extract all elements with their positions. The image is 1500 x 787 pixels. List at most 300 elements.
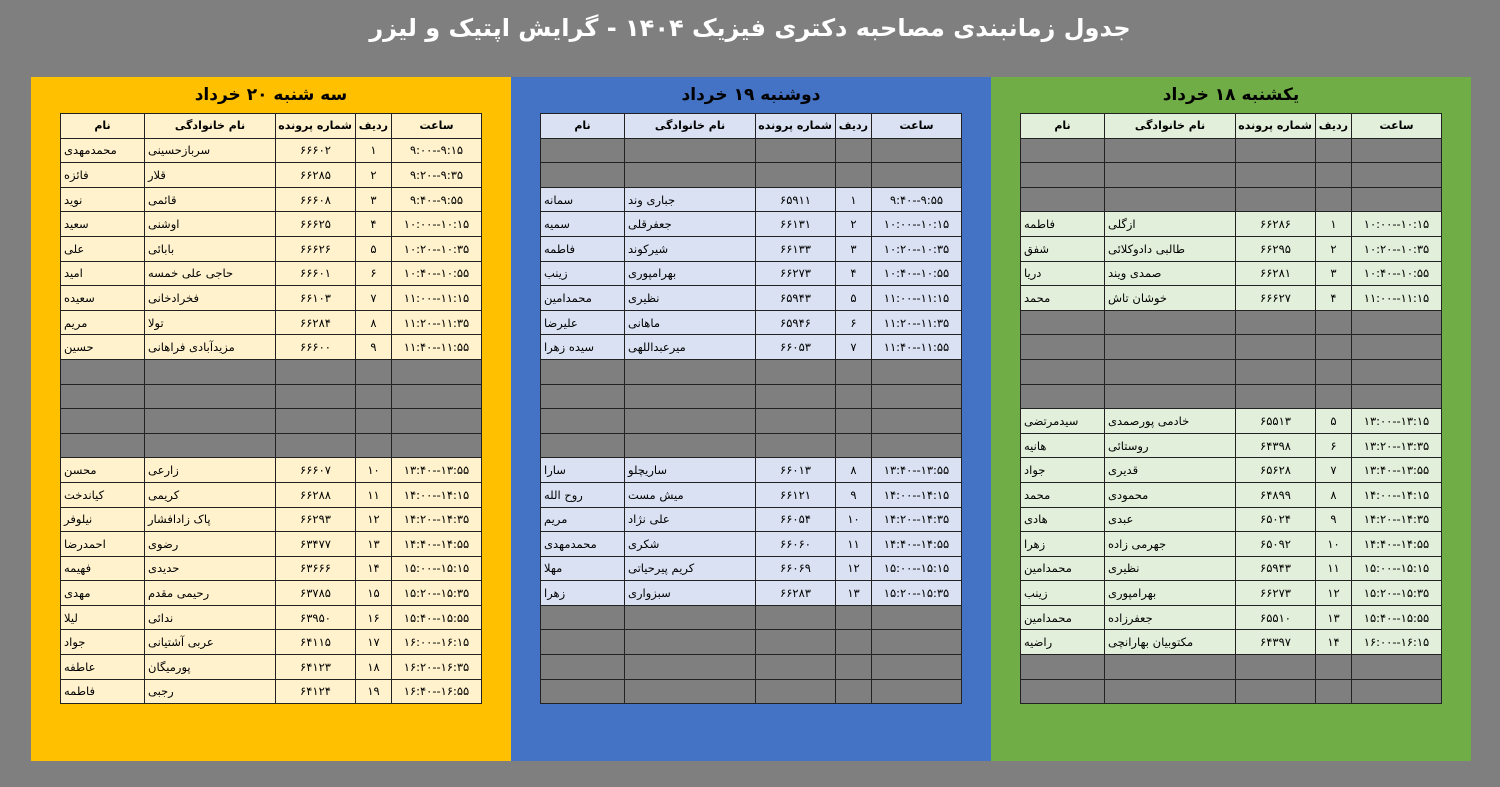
- table-row: [541, 261, 962, 286]
- cell-name: محمدامین: [541, 286, 625, 311]
- empty-cell: [541, 138, 625, 163]
- cell-name: فائزه: [61, 163, 145, 188]
- empty-row: [1021, 655, 1442, 680]
- cell-row: ۱۷: [356, 630, 392, 655]
- cell-family: عبدی: [1105, 507, 1236, 532]
- cell-time: ۱۰:۰۰--۱۰:۱۵: [392, 212, 482, 237]
- empty-cell: [392, 384, 482, 409]
- empty-cell: [1352, 359, 1442, 384]
- cell-name: دریا: [1021, 261, 1105, 286]
- empty-cell: [836, 433, 872, 458]
- empty-cell: [61, 384, 145, 409]
- cell-family: روستائی: [1105, 433, 1236, 458]
- empty-cell: [625, 163, 756, 188]
- schedule-table: [1020, 113, 1442, 704]
- cell-file: ۶۵۵۱۰: [1236, 605, 1316, 630]
- empty-cell: [356, 409, 392, 434]
- cell-file: ۶۶۲۸۱: [1236, 261, 1316, 286]
- empty-cell: [756, 138, 836, 163]
- empty-cell: [756, 433, 836, 458]
- empty-cell: [1105, 163, 1236, 188]
- table-header: [61, 114, 482, 139]
- column-header-name: نام: [61, 114, 145, 139]
- cell-row: ۱۲: [1316, 581, 1352, 606]
- table-row: [541, 458, 962, 483]
- table-row: [541, 556, 962, 581]
- cell-row: ۱۰: [356, 458, 392, 483]
- cell-file: ۶۳۷۸۵: [276, 581, 356, 606]
- empty-cell: [1021, 655, 1105, 680]
- panel-title: دوشنبه ۱۹ خرداد: [681, 85, 821, 105]
- empty-cell: [1021, 310, 1105, 335]
- cell-time: ۱۴:۴۰--۱۴:۵۵: [872, 532, 962, 557]
- cell-time: ۱۱:۰۰--۱۱:۱۵: [392, 286, 482, 311]
- empty-cell: [1021, 359, 1105, 384]
- cell-row: ۴: [836, 261, 872, 286]
- cell-name: عاطفه: [61, 655, 145, 680]
- cell-family: جعفرقلی: [625, 212, 756, 237]
- cell-family: نظیری: [1105, 556, 1236, 581]
- empty-row: [541, 679, 962, 704]
- empty-cell: [872, 409, 962, 434]
- cell-time: ۱۳:۴۰--۱۳:۵۵: [872, 458, 962, 483]
- cell-time: ۱۱:۲۰--۱۱:۳۵: [392, 310, 482, 335]
- cell-row: ۷: [356, 286, 392, 311]
- cell-file: ۶۶۶۰۷: [276, 458, 356, 483]
- cell-family: قلار: [145, 163, 276, 188]
- table-row: [1021, 409, 1442, 434]
- empty-cell: [541, 655, 625, 680]
- empty-cell: [756, 605, 836, 630]
- table-row: [1021, 261, 1442, 286]
- empty-cell: [1236, 187, 1316, 212]
- cell-time: ۱۴:۴۰--۱۴:۵۵: [392, 532, 482, 557]
- empty-cell: [836, 384, 872, 409]
- empty-row: [61, 433, 482, 458]
- empty-cell: [1352, 679, 1442, 704]
- table-row: [1021, 507, 1442, 532]
- empty-row: [541, 138, 962, 163]
- table-row: [1021, 630, 1442, 655]
- empty-row: [541, 655, 962, 680]
- empty-row: [1021, 138, 1442, 163]
- cell-file: ۶۶۰۶۰: [756, 532, 836, 557]
- empty-cell: [1352, 310, 1442, 335]
- column-header-file: شماره پرونده: [276, 114, 356, 139]
- cell-family: میرعبداللهی: [625, 335, 756, 360]
- table-header: [541, 114, 962, 139]
- cell-file: ۶۶۶۲۷: [1236, 286, 1316, 311]
- empty-cell: [145, 433, 276, 458]
- empty-cell: [872, 605, 962, 630]
- table-row: [1021, 482, 1442, 507]
- cell-family: جعفرزاده: [1105, 605, 1236, 630]
- panel-tuesday: [31, 77, 511, 761]
- cell-row: ۵: [356, 236, 392, 261]
- empty-row: [541, 384, 962, 409]
- empty-cell: [836, 630, 872, 655]
- empty-cell: [872, 384, 962, 409]
- cell-row: ۱۲: [356, 507, 392, 532]
- cell-file: ۶۶۲۸۵: [276, 163, 356, 188]
- empty-row: [1021, 679, 1442, 704]
- column-header-time: ساعت: [392, 114, 482, 139]
- cell-time: ۱۳:۰۰--۱۳:۱۵: [1352, 409, 1442, 434]
- cell-row: ۸: [356, 310, 392, 335]
- page-title: جدول زمانبندی مصاحبه دکتری فیزیک ۱۴۰۴ - گرایش اپتیک و لیزر: [369, 14, 1131, 42]
- cell-time: ۱۵:۲۰--۱۵:۳۵: [872, 581, 962, 606]
- cell-name: زینب: [541, 261, 625, 286]
- cell-family: ساریچلو: [625, 458, 756, 483]
- cell-time: ۱۴:۲۰--۱۴:۳۵: [872, 507, 962, 532]
- cell-file: ۶۶۲۸۴: [276, 310, 356, 335]
- cell-row: ۱۱: [836, 532, 872, 557]
- cell-name: امید: [61, 261, 145, 286]
- cell-name: سمیه: [541, 212, 625, 237]
- table-row: [541, 212, 962, 237]
- cell-time: ۱۵:۰۰--۱۵:۱۵: [1352, 556, 1442, 581]
- cell-file: ۶۳۴۷۷: [276, 532, 356, 557]
- cell-time: ۱۵:۲۰--۱۵:۳۵: [392, 581, 482, 606]
- cell-file: ۶۶۰۶۹: [756, 556, 836, 581]
- cell-file: ۶۳۹۵۰: [276, 605, 356, 630]
- cell-row: ۱۸: [356, 655, 392, 680]
- table-header: [1021, 114, 1442, 139]
- empty-cell: [1105, 187, 1236, 212]
- empty-cell: [625, 409, 756, 434]
- cell-row: ۱۶: [356, 605, 392, 630]
- cell-row: ۱۵: [356, 581, 392, 606]
- empty-cell: [145, 409, 276, 434]
- empty-cell: [1021, 335, 1105, 360]
- empty-cell: [356, 359, 392, 384]
- table-row: [61, 261, 482, 286]
- cell-name: لیلا: [61, 605, 145, 630]
- empty-cell: [1021, 163, 1105, 188]
- cell-row: ۶: [836, 310, 872, 335]
- cell-row: ۷: [836, 335, 872, 360]
- cell-time: ۱۰:۴۰--۱۰:۵۵: [1352, 261, 1442, 286]
- empty-cell: [61, 433, 145, 458]
- cell-family: جهرمی زاده: [1105, 532, 1236, 557]
- cell-time: ۱۱:۰۰--۱۱:۱۵: [1352, 286, 1442, 311]
- cell-row: ۱: [356, 138, 392, 163]
- empty-row: [61, 384, 482, 409]
- empty-cell: [756, 359, 836, 384]
- empty-row: [541, 433, 962, 458]
- cell-family: سبزواری: [625, 581, 756, 606]
- cell-row: ۱۲: [836, 556, 872, 581]
- table-row: [61, 532, 482, 557]
- empty-cell: [61, 409, 145, 434]
- cell-family: مزیدآبادی فراهانی: [145, 335, 276, 360]
- column-header-row: ردیف: [836, 114, 872, 139]
- cell-file: ۶۵۹۱۱: [756, 187, 836, 212]
- table-row: [61, 482, 482, 507]
- cell-name: جواد: [61, 630, 145, 655]
- cell-family: فخرادخانی: [145, 286, 276, 311]
- empty-cell: [872, 163, 962, 188]
- empty-cell: [625, 384, 756, 409]
- cell-time: ۱۴:۴۰--۱۴:۵۵: [1352, 532, 1442, 557]
- empty-cell: [541, 163, 625, 188]
- cell-name: محسن: [61, 458, 145, 483]
- cell-name: زینب: [1021, 581, 1105, 606]
- cell-row: ۶: [356, 261, 392, 286]
- cell-row: ۱۳: [356, 532, 392, 557]
- empty-cell: [1316, 187, 1352, 212]
- cell-name: محمدمهدی: [541, 532, 625, 557]
- cell-name: مهلا: [541, 556, 625, 581]
- table-row: [61, 507, 482, 532]
- cell-name: شفق: [1021, 236, 1105, 261]
- cell-row: ۷: [1316, 458, 1352, 483]
- cell-file: ۶۶۶۲۶: [276, 236, 356, 261]
- cell-time: ۱۶:۲۰--۱۶:۳۵: [392, 655, 482, 680]
- table-row: [61, 556, 482, 581]
- cell-time: ۹:۰۰--۹:۱۵: [392, 138, 482, 163]
- cell-time: ۱۴:۲۰--۱۴:۳۵: [392, 507, 482, 532]
- empty-cell: [1236, 335, 1316, 360]
- cell-time: ۱۳:۴۰--۱۳:۵۵: [392, 458, 482, 483]
- table-row: [1021, 532, 1442, 557]
- cell-name: جواد: [1021, 458, 1105, 483]
- table-row: [541, 532, 962, 557]
- empty-cell: [625, 138, 756, 163]
- empty-cell: [1021, 384, 1105, 409]
- cell-file: ۶۶۰۱۳: [756, 458, 836, 483]
- cell-name: سارا: [541, 458, 625, 483]
- cell-row: ۹: [1316, 507, 1352, 532]
- cell-file: ۶۶۰۵۴: [756, 507, 836, 532]
- cell-file: ۶۶۲۸۶: [1236, 212, 1316, 237]
- empty-cell: [872, 630, 962, 655]
- cell-family: اوشنی: [145, 212, 276, 237]
- cell-name: سیده زهرا: [541, 335, 625, 360]
- empty-row: [541, 630, 962, 655]
- cell-row: ۸: [1316, 482, 1352, 507]
- cell-file: ۶۶۱۳۳: [756, 236, 836, 261]
- cell-row: ۶: [1316, 433, 1352, 458]
- cell-time: ۱۱:۴۰--۱۱:۵۵: [392, 335, 482, 360]
- cell-time: ۱۰:۰۰--۱۰:۱۵: [1352, 212, 1442, 237]
- empty-cell: [1105, 335, 1236, 360]
- cell-family: سربازحسینی: [145, 138, 276, 163]
- cell-file: ۶۶۱۰۳: [276, 286, 356, 311]
- column-header-family: نام خانوادگی: [145, 114, 276, 139]
- table-row: [1021, 433, 1442, 458]
- empty-cell: [756, 163, 836, 188]
- cell-file: ۶۶۶۰۱: [276, 261, 356, 286]
- cell-family: قائمی: [145, 187, 276, 212]
- cell-file: ۶۶۲۸۳: [756, 581, 836, 606]
- cell-file: ۶۶۶۰۸: [276, 187, 356, 212]
- cell-row: ۱۰: [836, 507, 872, 532]
- cell-name: محمدامین: [1021, 605, 1105, 630]
- column-header-file: شماره پرونده: [1236, 114, 1316, 139]
- cell-name: مریم: [61, 310, 145, 335]
- cell-time: ۱۳:۲۰--۱۳:۳۵: [1352, 433, 1442, 458]
- cell-name: هادی: [1021, 507, 1105, 532]
- table-row: [61, 212, 482, 237]
- cell-time: ۱۰:۴۰--۱۰:۵۵: [872, 261, 962, 286]
- cell-family: جباری وند: [625, 187, 756, 212]
- cell-time: ۱۴:۰۰--۱۴:۱۵: [1352, 482, 1442, 507]
- cell-row: ۱: [836, 187, 872, 212]
- cell-file: ۶۴۱۱۵: [276, 630, 356, 655]
- empty-cell: [145, 359, 276, 384]
- empty-cell: [145, 384, 276, 409]
- empty-cell: [276, 384, 356, 409]
- schedule-table: [60, 113, 482, 704]
- empty-cell: [625, 433, 756, 458]
- table-row: [1021, 236, 1442, 261]
- empty-cell: [756, 655, 836, 680]
- cell-time: ۱۱:۲۰--۱۱:۳۵: [872, 310, 962, 335]
- empty-cell: [836, 409, 872, 434]
- empty-cell: [1105, 138, 1236, 163]
- empty-cell: [1316, 138, 1352, 163]
- empty-cell: [1105, 655, 1236, 680]
- cell-file: ۶۶۶۰۲: [276, 138, 356, 163]
- cell-time: ۱۵:۲۰--۱۵:۳۵: [1352, 581, 1442, 606]
- cell-family: ازگلی: [1105, 212, 1236, 237]
- cell-time: ۹:۲۰--۹:۳۵: [392, 163, 482, 188]
- empty-cell: [392, 433, 482, 458]
- table-row: [61, 581, 482, 606]
- cell-name: سمانه: [541, 187, 625, 212]
- cell-family: بهرامپوری: [1105, 581, 1236, 606]
- table-row: [61, 187, 482, 212]
- cell-time: ۱۴:۰۰--۱۴:۱۵: [872, 482, 962, 507]
- cell-row: ۱: [1316, 212, 1352, 237]
- cell-name: فهیمه: [61, 556, 145, 581]
- cell-family: میش مست: [625, 482, 756, 507]
- empty-cell: [1316, 384, 1352, 409]
- cell-time: ۱۴:۲۰--۱۴:۳۵: [1352, 507, 1442, 532]
- table-row: [541, 187, 962, 212]
- cell-family: ندائی: [145, 605, 276, 630]
- cell-family: حدیدی: [145, 556, 276, 581]
- cell-row: ۳: [1316, 261, 1352, 286]
- cell-name: محمد: [1021, 286, 1105, 311]
- cell-time: ۱۵:۰۰--۱۵:۱۵: [872, 556, 962, 581]
- empty-row: [61, 409, 482, 434]
- empty-row: [1021, 359, 1442, 384]
- cell-family: پاک زادافشار: [145, 507, 276, 532]
- cell-file: ۶۴۸۹۹: [1236, 482, 1316, 507]
- cell-name: نوید: [61, 187, 145, 212]
- cell-row: ۲: [356, 163, 392, 188]
- empty-cell: [756, 384, 836, 409]
- empty-cell: [1021, 679, 1105, 704]
- cell-name: فاطمه: [1021, 212, 1105, 237]
- empty-cell: [836, 679, 872, 704]
- cell-row: ۵: [1316, 409, 1352, 434]
- empty-cell: [872, 679, 962, 704]
- cell-row: ۳: [356, 187, 392, 212]
- empty-cell: [1352, 655, 1442, 680]
- table-row: [541, 482, 962, 507]
- empty-cell: [1316, 335, 1352, 360]
- cell-name: زهرا: [1021, 532, 1105, 557]
- empty-cell: [625, 655, 756, 680]
- table-row: [1021, 605, 1442, 630]
- cell-family: شیرکوند: [625, 236, 756, 261]
- cell-name: فاطمه: [61, 679, 145, 704]
- cell-family: نظیری: [625, 286, 756, 311]
- cell-name: محمد: [1021, 482, 1105, 507]
- empty-cell: [541, 679, 625, 704]
- cell-family: کریم پیرحیاتی: [625, 556, 756, 581]
- cell-row: ۹: [356, 335, 392, 360]
- table-row: [61, 630, 482, 655]
- cell-row: ۲: [836, 212, 872, 237]
- empty-cell: [541, 433, 625, 458]
- empty-cell: [1352, 138, 1442, 163]
- cell-file: ۶۳۶۶۶: [276, 556, 356, 581]
- empty-row: [1021, 187, 1442, 212]
- cell-file: ۶۶۱۳۱: [756, 212, 836, 237]
- cell-time: ۱۶:۰۰--۱۶:۱۵: [392, 630, 482, 655]
- empty-cell: [872, 359, 962, 384]
- empty-cell: [1316, 310, 1352, 335]
- empty-cell: [1316, 655, 1352, 680]
- cell-family: علی نژاد: [625, 507, 756, 532]
- cell-file: ۶۶۱۲۱: [756, 482, 836, 507]
- table-row: [541, 310, 962, 335]
- cell-row: ۱۳: [1316, 605, 1352, 630]
- empty-cell: [1105, 310, 1236, 335]
- cell-family: ماهانی: [625, 310, 756, 335]
- cell-family: قدیری: [1105, 458, 1236, 483]
- table-row: [61, 286, 482, 311]
- cell-name: نیلوفر: [61, 507, 145, 532]
- column-header-name: نام: [541, 114, 625, 139]
- cell-time: ۱۰:۲۰--۱۰:۳۵: [1352, 236, 1442, 261]
- cell-file: ۶۵۰۹۲: [1236, 532, 1316, 557]
- empty-cell: [1352, 384, 1442, 409]
- cell-file: ۶۵۹۴۳: [756, 286, 836, 311]
- table-row: [61, 458, 482, 483]
- table-row: [541, 335, 962, 360]
- cell-row: ۱۱: [1316, 556, 1352, 581]
- cell-row: ۳: [836, 236, 872, 261]
- empty-cell: [541, 384, 625, 409]
- cell-row: ۱۳: [836, 581, 872, 606]
- empty-row: [1021, 384, 1442, 409]
- empty-cell: [1105, 359, 1236, 384]
- empty-row: [541, 605, 962, 630]
- cell-file: ۶۶۲۹۵: [1236, 236, 1316, 261]
- cell-file: ۶۴۳۹۷: [1236, 630, 1316, 655]
- empty-cell: [836, 655, 872, 680]
- table-row: [61, 163, 482, 188]
- cell-name: سیدمرتضی: [1021, 409, 1105, 434]
- cell-family: بابائی: [145, 236, 276, 261]
- empty-cell: [276, 433, 356, 458]
- empty-cell: [1236, 359, 1316, 384]
- cell-name: مریم: [541, 507, 625, 532]
- cell-time: ۱۶:۴۰--۱۶:۵۵: [392, 679, 482, 704]
- panel-title: سه شنبه ۲۰ خرداد: [194, 85, 348, 105]
- table-row: [541, 581, 962, 606]
- cell-time: ۱۰:۲۰--۱۰:۳۵: [872, 236, 962, 261]
- cell-name: احمدرضا: [61, 532, 145, 557]
- cell-row: ۵: [836, 286, 872, 311]
- cell-name: فاطمه: [541, 236, 625, 261]
- empty-cell: [1105, 679, 1236, 704]
